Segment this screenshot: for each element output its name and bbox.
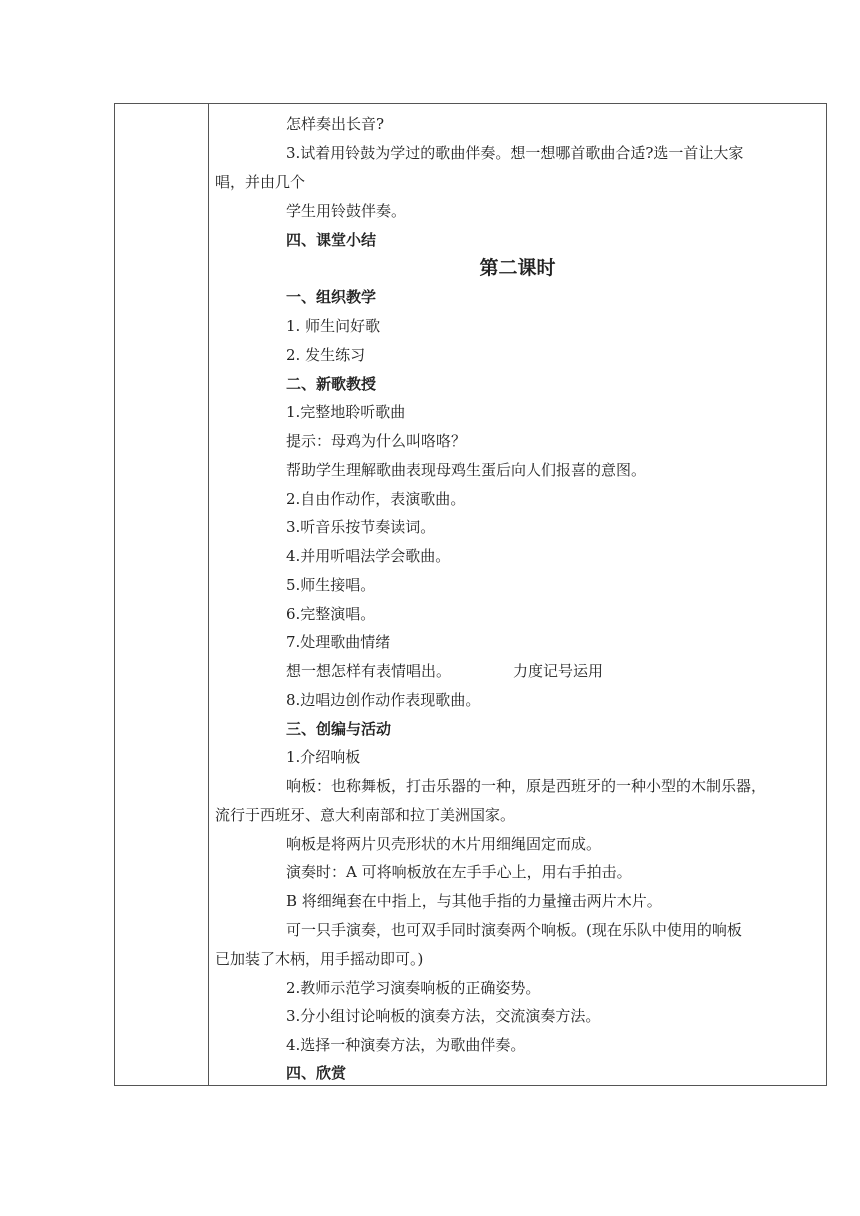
- text-line: 怎样奏出长音?: [286, 115, 385, 133]
- text-line: 4.选择一种演奏方法，为歌曲伴奏。: [286, 1036, 526, 1054]
- text-line: 5.师生接唱。: [286, 576, 376, 594]
- text-line: 3.听音乐按节奏读词。: [286, 518, 436, 536]
- section-heading: 四、课堂小结: [286, 231, 377, 249]
- section-heading: 一、组织教学: [286, 288, 377, 306]
- text-line: 1.完整地聆听歌曲: [286, 403, 406, 421]
- text-line: 可一只手演奏，也可双手同时演奏两个响板。(现在乐队中使用的响板: [286, 921, 742, 939]
- text-line: 8.边唱边创作动作表现歌曲。: [286, 691, 481, 709]
- lesson-table: [114, 103, 827, 1086]
- text-line: 2.教师示范学习演奏响板的正确姿势。: [286, 979, 541, 997]
- text-line: 学生用铃鼓伴奏。: [286, 202, 407, 220]
- section-heading: 二、新歌教授: [286, 375, 377, 393]
- label-column: [115, 104, 209, 1085]
- text-line: 流行于西班牙、意大利南部和拉丁美洲国家。: [215, 806, 516, 824]
- text-line: 3.试着用铃鼓为学过的歌曲伴奏。想一想哪首歌曲合适?选一首让大家: [286, 144, 744, 162]
- text-line: [286, 661, 820, 681]
- text-line: 3.分小组讨论响板的演奏方法，交流演奏方法。: [286, 1007, 601, 1025]
- text-line: B 将细绳套在中指上，与其他手指的力量撞击两片木片。: [286, 892, 662, 910]
- content-column: [209, 104, 826, 1085]
- section-heading: 三、创编与活动: [286, 720, 392, 738]
- text-line: 1.介绍响板: [286, 748, 361, 766]
- text-line: 帮助学生理解歌曲表现母鸡生蛋后向人们报喜的意图。: [286, 461, 647, 479]
- text-line: 6.完整演唱。: [286, 605, 376, 623]
- text-fragment: 想一想怎样有表情唱出。: [286, 662, 452, 680]
- text-line: 1. 师生问好歌: [286, 317, 381, 335]
- text-line: 4.并用听唱法学会歌曲。: [286, 547, 451, 565]
- text-line: 唱，并由几个: [215, 173, 306, 191]
- text-fragment: 力度记号运用: [513, 662, 604, 680]
- text-line: 响板是将两片贝壳形状的木片用细绳固定而成。: [286, 835, 602, 853]
- lesson-title: 第二课时: [479, 257, 556, 279]
- text-line: 已加装了木柄，用手摇动即可。): [215, 950, 424, 968]
- text-line: 7.处理歌曲情绪: [286, 633, 391, 651]
- text-line: 演奏时：A 可将响板放在左手手心上，用右手拍击。: [286, 863, 632, 881]
- text-line: 提示：母鸡为什么叫咯咯？: [286, 432, 467, 450]
- text-line: 2. 发生练习: [286, 346, 366, 364]
- text-line: 响板：也称舞板，打击乐器的一种，原是西班牙的一种小型的木制乐器，: [286, 777, 767, 795]
- text-line: 2.自由作动作，表演歌曲。: [286, 490, 466, 508]
- section-heading: 四、欣赏: [286, 1064, 347, 1082]
